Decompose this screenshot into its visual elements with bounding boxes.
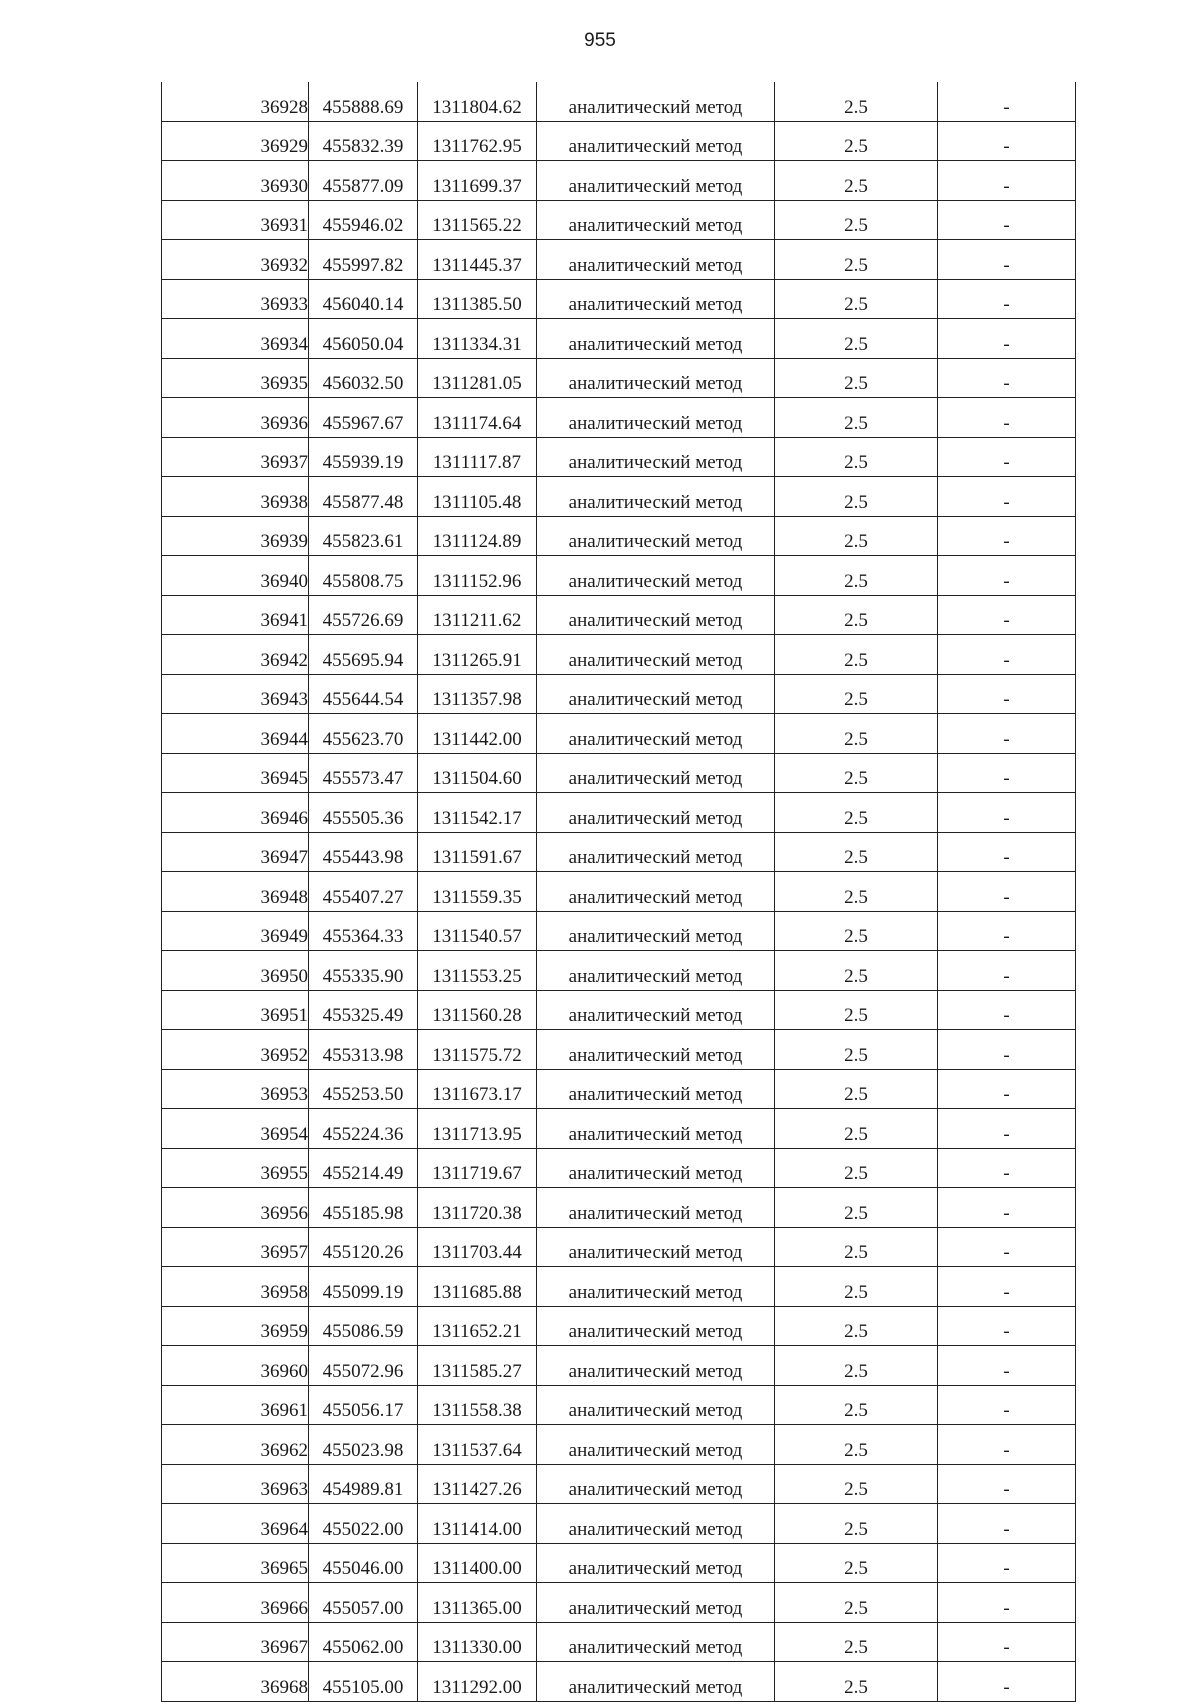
method-cell: аналитический метод: [537, 1543, 775, 1583]
method-cell: аналитический метод: [537, 595, 775, 635]
note-cell: -: [938, 121, 1076, 161]
method-cell: аналитический метод: [537, 1306, 775, 1346]
accuracy-cell: 2.5: [775, 358, 938, 398]
y-coordinate-cell: 1311442.00: [418, 714, 537, 754]
point-number-cell: 36929: [162, 121, 309, 161]
method-cell: аналитический метод: [537, 990, 775, 1030]
x-coordinate-cell: 456032.50: [309, 358, 418, 398]
accuracy-cell: 2.5: [775, 1148, 938, 1188]
x-coordinate-cell: 455823.61: [309, 516, 418, 556]
accuracy-cell: 2.5: [775, 1306, 938, 1346]
y-coordinate-cell: 1311292.00: [418, 1662, 537, 1702]
x-coordinate-cell: 455062.00: [309, 1622, 418, 1662]
method-cell: аналитический метод: [537, 82, 775, 121]
note-cell: -: [938, 161, 1076, 201]
x-coordinate-cell: 455832.39: [309, 121, 418, 161]
x-coordinate-cell: 455105.00: [309, 1662, 418, 1702]
x-coordinate-cell: 455313.98: [309, 1030, 418, 1070]
note-cell: -: [938, 872, 1076, 912]
x-coordinate-cell: 454989.81: [309, 1464, 418, 1504]
point-number-cell: 36944: [162, 714, 309, 754]
method-cell: аналитический метод: [537, 240, 775, 280]
accuracy-cell: 2.5: [775, 1227, 938, 1267]
table-row: [162, 1109, 1076, 1149]
y-coordinate-cell: 1311673.17: [418, 1069, 537, 1109]
y-coordinate-cell: 1311575.72: [418, 1030, 537, 1070]
accuracy-cell: 2.5: [775, 477, 938, 517]
table-row: [162, 872, 1076, 912]
table-row: [162, 1030, 1076, 1070]
accuracy-cell: 2.5: [775, 753, 938, 793]
x-coordinate-cell: 455120.26: [309, 1227, 418, 1267]
accuracy-cell: 2.5: [775, 1464, 938, 1504]
point-number-cell: 36943: [162, 674, 309, 714]
method-cell: аналитический метод: [537, 714, 775, 754]
y-coordinate-cell: 1311400.00: [418, 1543, 537, 1583]
y-coordinate-cell: 1311558.38: [418, 1385, 537, 1425]
point-number-cell: 36928: [162, 82, 309, 121]
x-coordinate-cell: 456040.14: [309, 279, 418, 319]
note-cell: -: [938, 1464, 1076, 1504]
accuracy-cell: 2.5: [775, 1346, 938, 1386]
accuracy-cell: 2.5: [775, 1267, 938, 1307]
point-number-cell: 36931: [162, 200, 309, 240]
method-cell: аналитический метод: [537, 1346, 775, 1386]
note-cell: -: [938, 200, 1076, 240]
note-cell: -: [938, 1504, 1076, 1544]
x-coordinate-cell: 455253.50: [309, 1069, 418, 1109]
table-row: [162, 1306, 1076, 1346]
table-row: [162, 911, 1076, 951]
note-cell: -: [938, 595, 1076, 635]
method-cell: аналитический метод: [537, 1662, 775, 1702]
accuracy-cell: 2.5: [775, 279, 938, 319]
point-number-cell: 36964: [162, 1504, 309, 1544]
note-cell: -: [938, 1543, 1076, 1583]
point-number-cell: 36930: [162, 161, 309, 201]
y-coordinate-cell: 1311542.17: [418, 793, 537, 833]
accuracy-cell: 2.5: [775, 1583, 938, 1623]
x-coordinate-cell: 455056.17: [309, 1385, 418, 1425]
accuracy-cell: 2.5: [775, 1188, 938, 1228]
table-row: [162, 121, 1076, 161]
x-coordinate-cell: 455022.00: [309, 1504, 418, 1544]
coordinates-table: [161, 82, 1076, 1702]
point-number-cell: 36968: [162, 1662, 309, 1702]
y-coordinate-cell: 1311591.67: [418, 832, 537, 872]
point-number-cell: 36945: [162, 753, 309, 793]
method-cell: аналитический метод: [537, 911, 775, 951]
y-coordinate-cell: 1311357.98: [418, 674, 537, 714]
point-number-cell: 36948: [162, 872, 309, 912]
y-coordinate-cell: 1311174.64: [418, 398, 537, 438]
y-coordinate-cell: 1311152.96: [418, 556, 537, 596]
method-cell: аналитический метод: [537, 1425, 775, 1465]
y-coordinate-cell: 1311365.00: [418, 1583, 537, 1623]
y-coordinate-cell: 1311553.25: [418, 951, 537, 991]
note-cell: -: [938, 1346, 1076, 1386]
method-cell: аналитический метод: [537, 398, 775, 438]
method-cell: аналитический метод: [537, 437, 775, 477]
note-cell: -: [938, 951, 1076, 991]
method-cell: аналитический метод: [537, 1227, 775, 1267]
x-coordinate-cell: 455224.36: [309, 1109, 418, 1149]
x-coordinate-cell: 455939.19: [309, 437, 418, 477]
note-cell: -: [938, 556, 1076, 596]
method-cell: аналитический метод: [537, 674, 775, 714]
point-number-cell: 36935: [162, 358, 309, 398]
method-cell: аналитический метод: [537, 279, 775, 319]
accuracy-cell: 2.5: [775, 1543, 938, 1583]
accuracy-cell: 2.5: [775, 516, 938, 556]
table-row: [162, 161, 1076, 201]
note-cell: -: [938, 1267, 1076, 1307]
method-cell: аналитический метод: [537, 319, 775, 359]
y-coordinate-cell: 1311560.28: [418, 990, 537, 1030]
y-coordinate-cell: 1311385.50: [418, 279, 537, 319]
accuracy-cell: 2.5: [775, 635, 938, 675]
method-cell: аналитический метод: [537, 358, 775, 398]
point-number-cell: 36937: [162, 437, 309, 477]
note-cell: -: [938, 911, 1076, 951]
point-number-cell: 36954: [162, 1109, 309, 1149]
point-number-cell: 36957: [162, 1227, 309, 1267]
method-cell: аналитический метод: [537, 516, 775, 556]
note-cell: -: [938, 437, 1076, 477]
method-cell: аналитический метод: [537, 1464, 775, 1504]
table-row: [162, 1662, 1076, 1702]
note-cell: -: [938, 1662, 1076, 1702]
method-cell: аналитический метод: [537, 1069, 775, 1109]
point-number-cell: 36940: [162, 556, 309, 596]
table-row: [162, 319, 1076, 359]
table-body: [162, 82, 1076, 1701]
note-cell: -: [938, 319, 1076, 359]
table-row: [162, 1464, 1076, 1504]
note-cell: -: [938, 1069, 1076, 1109]
method-cell: аналитический метод: [537, 477, 775, 517]
x-coordinate-cell: 455057.00: [309, 1583, 418, 1623]
accuracy-cell: 2.5: [775, 1425, 938, 1465]
y-coordinate-cell: 1311105.48: [418, 477, 537, 517]
accuracy-cell: 2.5: [775, 398, 938, 438]
x-coordinate-cell: 455023.98: [309, 1425, 418, 1465]
point-number-cell: 36938: [162, 477, 309, 517]
point-number-cell: 36932: [162, 240, 309, 280]
method-cell: аналитический метод: [537, 556, 775, 596]
note-cell: -: [938, 279, 1076, 319]
y-coordinate-cell: 1311804.62: [418, 82, 537, 121]
method-cell: аналитический метод: [537, 872, 775, 912]
table-row: [162, 674, 1076, 714]
accuracy-cell: 2.5: [775, 240, 938, 280]
y-coordinate-cell: 1311504.60: [418, 753, 537, 793]
point-number-cell: 36967: [162, 1622, 309, 1662]
x-coordinate-cell: 455364.33: [309, 911, 418, 951]
note-cell: -: [938, 398, 1076, 438]
table-row: [162, 1504, 1076, 1544]
method-cell: аналитический метод: [537, 832, 775, 872]
accuracy-cell: 2.5: [775, 990, 938, 1030]
x-coordinate-cell: 455505.36: [309, 793, 418, 833]
table-row: [162, 635, 1076, 675]
y-coordinate-cell: 1311762.95: [418, 121, 537, 161]
note-cell: -: [938, 635, 1076, 675]
accuracy-cell: 2.5: [775, 1385, 938, 1425]
x-coordinate-cell: 456050.04: [309, 319, 418, 359]
accuracy-cell: 2.5: [775, 437, 938, 477]
y-coordinate-cell: 1311124.89: [418, 516, 537, 556]
y-coordinate-cell: 1311265.91: [418, 635, 537, 675]
x-coordinate-cell: 455726.69: [309, 595, 418, 635]
point-number-cell: 36946: [162, 793, 309, 833]
table-row: [162, 714, 1076, 754]
note-cell: -: [938, 1622, 1076, 1662]
table-row: [162, 1267, 1076, 1307]
accuracy-cell: 2.5: [775, 951, 938, 991]
note-cell: -: [938, 240, 1076, 280]
note-cell: -: [938, 714, 1076, 754]
table-row: [162, 240, 1076, 280]
table-row: [162, 1583, 1076, 1623]
point-number-cell: 36951: [162, 990, 309, 1030]
note-cell: -: [938, 358, 1076, 398]
x-coordinate-cell: 455695.94: [309, 635, 418, 675]
note-cell: -: [938, 753, 1076, 793]
table-row: [162, 358, 1076, 398]
table-row: [162, 1069, 1076, 1109]
y-coordinate-cell: 1311565.22: [418, 200, 537, 240]
point-number-cell: 36936: [162, 398, 309, 438]
method-cell: аналитический метод: [537, 1385, 775, 1425]
y-coordinate-cell: 1311281.05: [418, 358, 537, 398]
table-row: [162, 82, 1076, 121]
y-coordinate-cell: 1311703.44: [418, 1227, 537, 1267]
point-number-cell: 36942: [162, 635, 309, 675]
x-coordinate-cell: 455214.49: [309, 1148, 418, 1188]
accuracy-cell: 2.5: [775, 1109, 938, 1149]
point-number-cell: 36963: [162, 1464, 309, 1504]
y-coordinate-cell: 1311330.00: [418, 1622, 537, 1662]
method-cell: аналитический метод: [537, 1188, 775, 1228]
x-coordinate-cell: 455997.82: [309, 240, 418, 280]
table-row: [162, 1148, 1076, 1188]
y-coordinate-cell: 1311652.21: [418, 1306, 537, 1346]
table-row: [162, 1227, 1076, 1267]
method-cell: аналитический метод: [537, 753, 775, 793]
x-coordinate-cell: 455407.27: [309, 872, 418, 912]
note-cell: -: [938, 1227, 1076, 1267]
x-coordinate-cell: 455443.98: [309, 832, 418, 872]
point-number-cell: 36950: [162, 951, 309, 991]
table-row: [162, 753, 1076, 793]
accuracy-cell: 2.5: [775, 82, 938, 121]
y-coordinate-cell: 1311334.31: [418, 319, 537, 359]
y-coordinate-cell: 1311211.62: [418, 595, 537, 635]
note-cell: -: [938, 674, 1076, 714]
method-cell: аналитический метод: [537, 200, 775, 240]
accuracy-cell: 2.5: [775, 595, 938, 635]
point-number-cell: 36941: [162, 595, 309, 635]
x-coordinate-cell: 455877.09: [309, 161, 418, 201]
accuracy-cell: 2.5: [775, 793, 938, 833]
x-coordinate-cell: 455967.67: [309, 398, 418, 438]
x-coordinate-cell: 455072.96: [309, 1346, 418, 1386]
point-number-cell: 36939: [162, 516, 309, 556]
accuracy-cell: 2.5: [775, 121, 938, 161]
table-row: [162, 1188, 1076, 1228]
table-row: [162, 832, 1076, 872]
table-row: [162, 1622, 1076, 1662]
point-number-cell: 36962: [162, 1425, 309, 1465]
table-row: [162, 595, 1076, 635]
method-cell: аналитический метод: [537, 1622, 775, 1662]
table-row: [162, 1385, 1076, 1425]
accuracy-cell: 2.5: [775, 911, 938, 951]
method-cell: аналитический метод: [537, 793, 775, 833]
note-cell: -: [938, 1030, 1076, 1070]
point-number-cell: 36949: [162, 911, 309, 951]
x-coordinate-cell: 455046.00: [309, 1543, 418, 1583]
accuracy-cell: 2.5: [775, 200, 938, 240]
accuracy-cell: 2.5: [775, 1504, 938, 1544]
note-cell: -: [938, 82, 1076, 121]
point-number-cell: 36955: [162, 1148, 309, 1188]
method-cell: аналитический метод: [537, 1030, 775, 1070]
y-coordinate-cell: 1311719.67: [418, 1148, 537, 1188]
y-coordinate-cell: 1311414.00: [418, 1504, 537, 1544]
x-coordinate-cell: 455086.59: [309, 1306, 418, 1346]
point-number-cell: 36965: [162, 1543, 309, 1583]
note-cell: -: [938, 1583, 1076, 1623]
y-coordinate-cell: 1311685.88: [418, 1267, 537, 1307]
y-coordinate-cell: 1311559.35: [418, 872, 537, 912]
method-cell: аналитический метод: [537, 121, 775, 161]
point-number-cell: 36959: [162, 1306, 309, 1346]
note-cell: -: [938, 1385, 1076, 1425]
accuracy-cell: 2.5: [775, 1030, 938, 1070]
note-cell: -: [938, 832, 1076, 872]
table-row: [162, 279, 1076, 319]
method-cell: аналитический метод: [537, 951, 775, 991]
point-number-cell: 36960: [162, 1346, 309, 1386]
method-cell: аналитический метод: [537, 1267, 775, 1307]
method-cell: аналитический метод: [537, 1583, 775, 1623]
accuracy-cell: 2.5: [775, 832, 938, 872]
table-row: [162, 990, 1076, 1030]
note-cell: -: [938, 1188, 1076, 1228]
point-number-cell: 36956: [162, 1188, 309, 1228]
table-row: [162, 1425, 1076, 1465]
y-coordinate-cell: 1311427.26: [418, 1464, 537, 1504]
method-cell: аналитический метод: [537, 1109, 775, 1149]
y-coordinate-cell: 1311540.57: [418, 911, 537, 951]
x-coordinate-cell: 455099.19: [309, 1267, 418, 1307]
x-coordinate-cell: 455325.49: [309, 990, 418, 1030]
note-cell: -: [938, 516, 1076, 556]
table-row: [162, 1543, 1076, 1583]
point-number-cell: 36933: [162, 279, 309, 319]
x-coordinate-cell: 455573.47: [309, 753, 418, 793]
note-cell: -: [938, 1425, 1076, 1465]
note-cell: -: [938, 793, 1076, 833]
y-coordinate-cell: 1311445.37: [418, 240, 537, 280]
y-coordinate-cell: 1311720.38: [418, 1188, 537, 1228]
note-cell: -: [938, 477, 1076, 517]
table-row: [162, 437, 1076, 477]
x-coordinate-cell: 455877.48: [309, 477, 418, 517]
x-coordinate-cell: 455644.54: [309, 674, 418, 714]
note-cell: -: [938, 990, 1076, 1030]
x-coordinate-cell: 455888.69: [309, 82, 418, 121]
point-number-cell: 36961: [162, 1385, 309, 1425]
accuracy-cell: 2.5: [775, 714, 938, 754]
accuracy-cell: 2.5: [775, 1662, 938, 1702]
table-row: [162, 516, 1076, 556]
y-coordinate-cell: 1311713.95: [418, 1109, 537, 1149]
accuracy-cell: 2.5: [775, 556, 938, 596]
point-number-cell: 36958: [162, 1267, 309, 1307]
note-cell: -: [938, 1148, 1076, 1188]
method-cell: аналитический метод: [537, 635, 775, 675]
accuracy-cell: 2.5: [775, 1069, 938, 1109]
x-coordinate-cell: 455185.98: [309, 1188, 418, 1228]
point-number-cell: 36952: [162, 1030, 309, 1070]
point-number-cell: 36953: [162, 1069, 309, 1109]
x-coordinate-cell: 455808.75: [309, 556, 418, 596]
table-row: [162, 951, 1076, 991]
y-coordinate-cell: 1311585.27: [418, 1346, 537, 1386]
page-number: 955: [584, 30, 616, 51]
accuracy-cell: 2.5: [775, 1622, 938, 1662]
point-number-cell: 36947: [162, 832, 309, 872]
x-coordinate-cell: 455335.90: [309, 951, 418, 991]
method-cell: аналитический метод: [537, 161, 775, 201]
accuracy-cell: 2.5: [775, 872, 938, 912]
table-row: [162, 477, 1076, 517]
table-row: [162, 556, 1076, 596]
note-cell: -: [938, 1306, 1076, 1346]
y-coordinate-cell: 1311117.87: [418, 437, 537, 477]
x-coordinate-cell: 455623.70: [309, 714, 418, 754]
x-coordinate-cell: 455946.02: [309, 200, 418, 240]
y-coordinate-cell: 1311537.64: [418, 1425, 537, 1465]
accuracy-cell: 2.5: [775, 161, 938, 201]
point-number-cell: 36966: [162, 1583, 309, 1623]
method-cell: аналитический метод: [537, 1148, 775, 1188]
y-coordinate-cell: 1311699.37: [418, 161, 537, 201]
table-row: [162, 200, 1076, 240]
table-row: [162, 398, 1076, 438]
table-row: [162, 1346, 1076, 1386]
note-cell: -: [938, 1109, 1076, 1149]
method-cell: аналитический метод: [537, 1504, 775, 1544]
point-number-cell: 36934: [162, 319, 309, 359]
table-row: [162, 793, 1076, 833]
accuracy-cell: 2.5: [775, 674, 938, 714]
accuracy-cell: 2.5: [775, 319, 938, 359]
